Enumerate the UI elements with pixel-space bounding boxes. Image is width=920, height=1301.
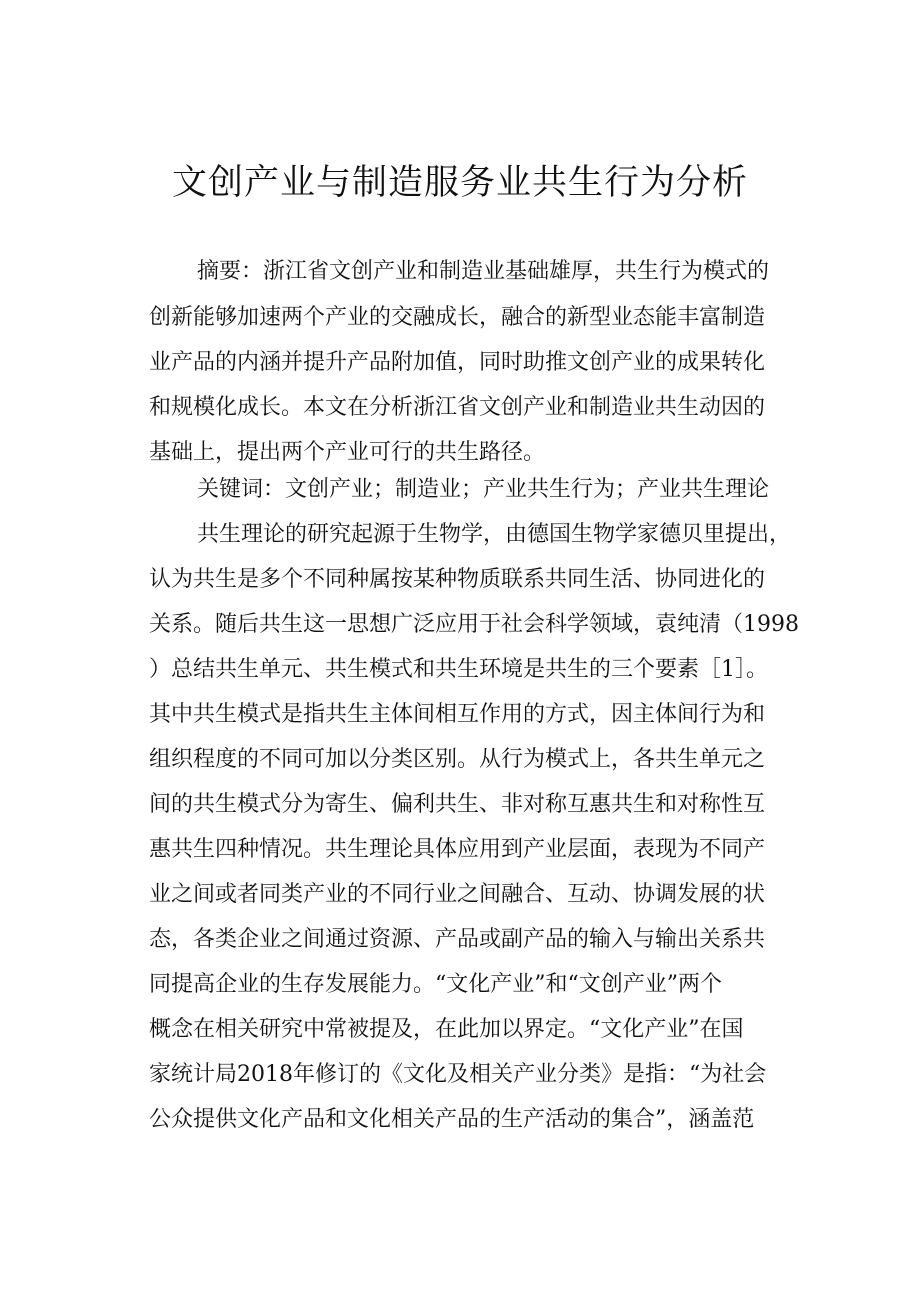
body-line: 关系。随后共生这一思想广泛应用于社会科学领域，袁纯清（1998 [149,612,799,637]
body-line: 概念在相关研究中常被提及，在此加以界定。“文化产业”在国 [149,1017,744,1042]
abstract-line: 业产品的内涵并提升产品附加值，同时助推文创产业的成果转化 [149,350,766,375]
body-line: 业之间或者同类产业的不同行业之间融合、互动、协调发展的状 [149,882,766,907]
body-line: 态，各类企业之间通过资源、产品或副产品的输入与输出关系共 [149,927,766,952]
abstract-line: 摘要：浙江省文创产业和制造业基础雄厚，共生行为模式的 [197,259,770,284]
body-line: 认为共生是多个不同种属按某种物质联系共同生活、协同进化的 [149,567,766,592]
abstract-line: 和规模化成长。本文在分析浙江省文创产业和制造业共生动因的 [149,395,766,420]
body-line: 家统计局2018年修订的《文化及相关产业分类》是指：“为社会 [149,1062,767,1087]
keywords-line: 关键词：文创产业；制造业；产业共生行为；产业共生理论 [197,477,770,502]
body-line: 同提高企业的生存发展能力。“文化产业”和“文创产业”两个 [149,972,722,997]
body-line: 惠共生四种情况。共生理论具体应用到产业层面，表现为不同产 [149,837,766,862]
body-line: 间的共生模式分为寄生、偏利共生、非对称互惠共生和对称性互 [149,792,766,817]
body-line: 共生理论的研究起源于生物学，由德国生物学家德贝里提出， [197,522,792,547]
body-line: 其中共生模式是指共生主体间相互作用的方式，因主体间行为和 [149,702,766,727]
body-line: ）总结共生单元、共生模式和共生环境是共生的三个要素［1］。 [149,657,768,682]
body-line: 组织程度的不同可加以分类区别。从行为模式上，各共生单元之 [149,747,766,772]
body-line: 公众提供文化产品和文化相关产品的生产活动的集合”，涵盖范 [149,1107,755,1132]
abstract-line: 基础上，提出两个产业可行的共生路径。 [149,440,546,465]
abstract-line: 创新能够加速两个产业的交融成长，融合的新型业态能丰富制造 [149,305,766,330]
document-title: 文创产业与制造服务业共生行为分析 [171,163,748,203]
